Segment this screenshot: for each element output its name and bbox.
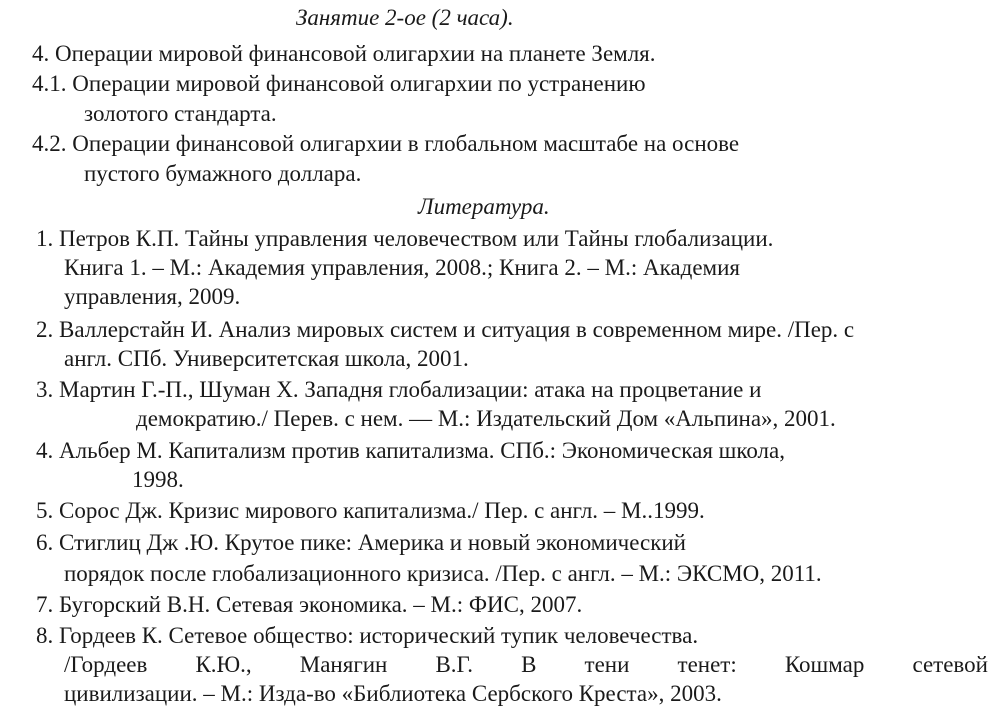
ref-1-line-3: управления, 2009. [64,284,241,309]
ref-2-line-2: англ. СПб. Университетская школа, 2001. [64,346,469,371]
ref-8-word: /Гордеев [64,652,148,677]
ref-1-line-2: Книга 1. – М.: Академия управления, 2008.; Книга 2. – М.: Академия [64,255,740,280]
ref-3-line-2: демократию./ Перев. с нем. — М.: Издательский Дом «Альпина», 2001. [136,406,836,431]
ref-8-line-2 [64,651,988,679]
ref-2-line-1: 2. Валлерстайн И. Анализ мировых систем и ситуация в современном мире. /Пер. с [36,317,855,342]
ref-8-word: тенет: [677,652,737,677]
ref-8-word: В [521,652,537,677]
ref-4-line-1: 4. Альбер М. Капитализм против капитализма. СПб.: Экономическая школа, [36,438,785,463]
lesson-title: Занятие 2-ое (2 часа). [296,5,514,30]
ref-8-word: Манягин [299,652,388,677]
ref-8-word: сетевой [912,652,988,677]
lesson-item-4: 4. Операции мировой финансовой олигархии на планете Земля. [32,41,656,66]
ref-6-line-1: 6. Стиглиц Дж .Ю. Крутое пике: Америка и новый экономический [36,530,686,555]
ref-8-word: тени [584,652,630,677]
ref-6-line-2: порядок после глобализационного кризиса. /Пер. с англ. – М.: ЭКСМО, 2011. [64,561,822,586]
ref-8-line-3: цивилизации. – М.: Изда-во «Библиотека Сербского Креста», 2003. [64,681,722,706]
literature-heading: Литература. [418,194,550,219]
ref-8-word: Кошмар [784,652,865,677]
ref-4-line-2: 1998. [132,467,184,492]
ref-8-word: В.Г. [435,652,474,677]
ref-1-line-1: 1. Петров К.П. Тайны управления человечеством или Тайны глобализации. [36,226,774,251]
lesson-item-4-1: 4.1. Операции мировой финансовой олигархии по устранению [32,71,646,96]
ref-8-word: К.Ю., [195,652,252,677]
ref-7-line-1: 7. Бугорский В.Н. Сетевая экономика. – М.: ФИС, 2007. [36,592,583,617]
ref-5-line-1: 5. Сорос Дж. Кризис мирового капитализма./ Пер. с англ. – М..1999. [36,498,705,523]
ref-8-line-1: 8. Гордеев К. Сетевое общество: исторический тупик человечества. [36,623,699,648]
lesson-item-4-2: 4.2. Операции финансовой олигархии в глобальном масштабе на основе [32,131,740,156]
lesson-item-4-1-cont: золотого стандарта. [84,101,277,126]
ref-3-line-1: 3. Мартин Г.-П., Шуман Х. Западня глобализации: атака на процветание и [36,377,762,402]
lesson-item-4-2-cont: пустого бумажного доллара. [84,161,362,186]
